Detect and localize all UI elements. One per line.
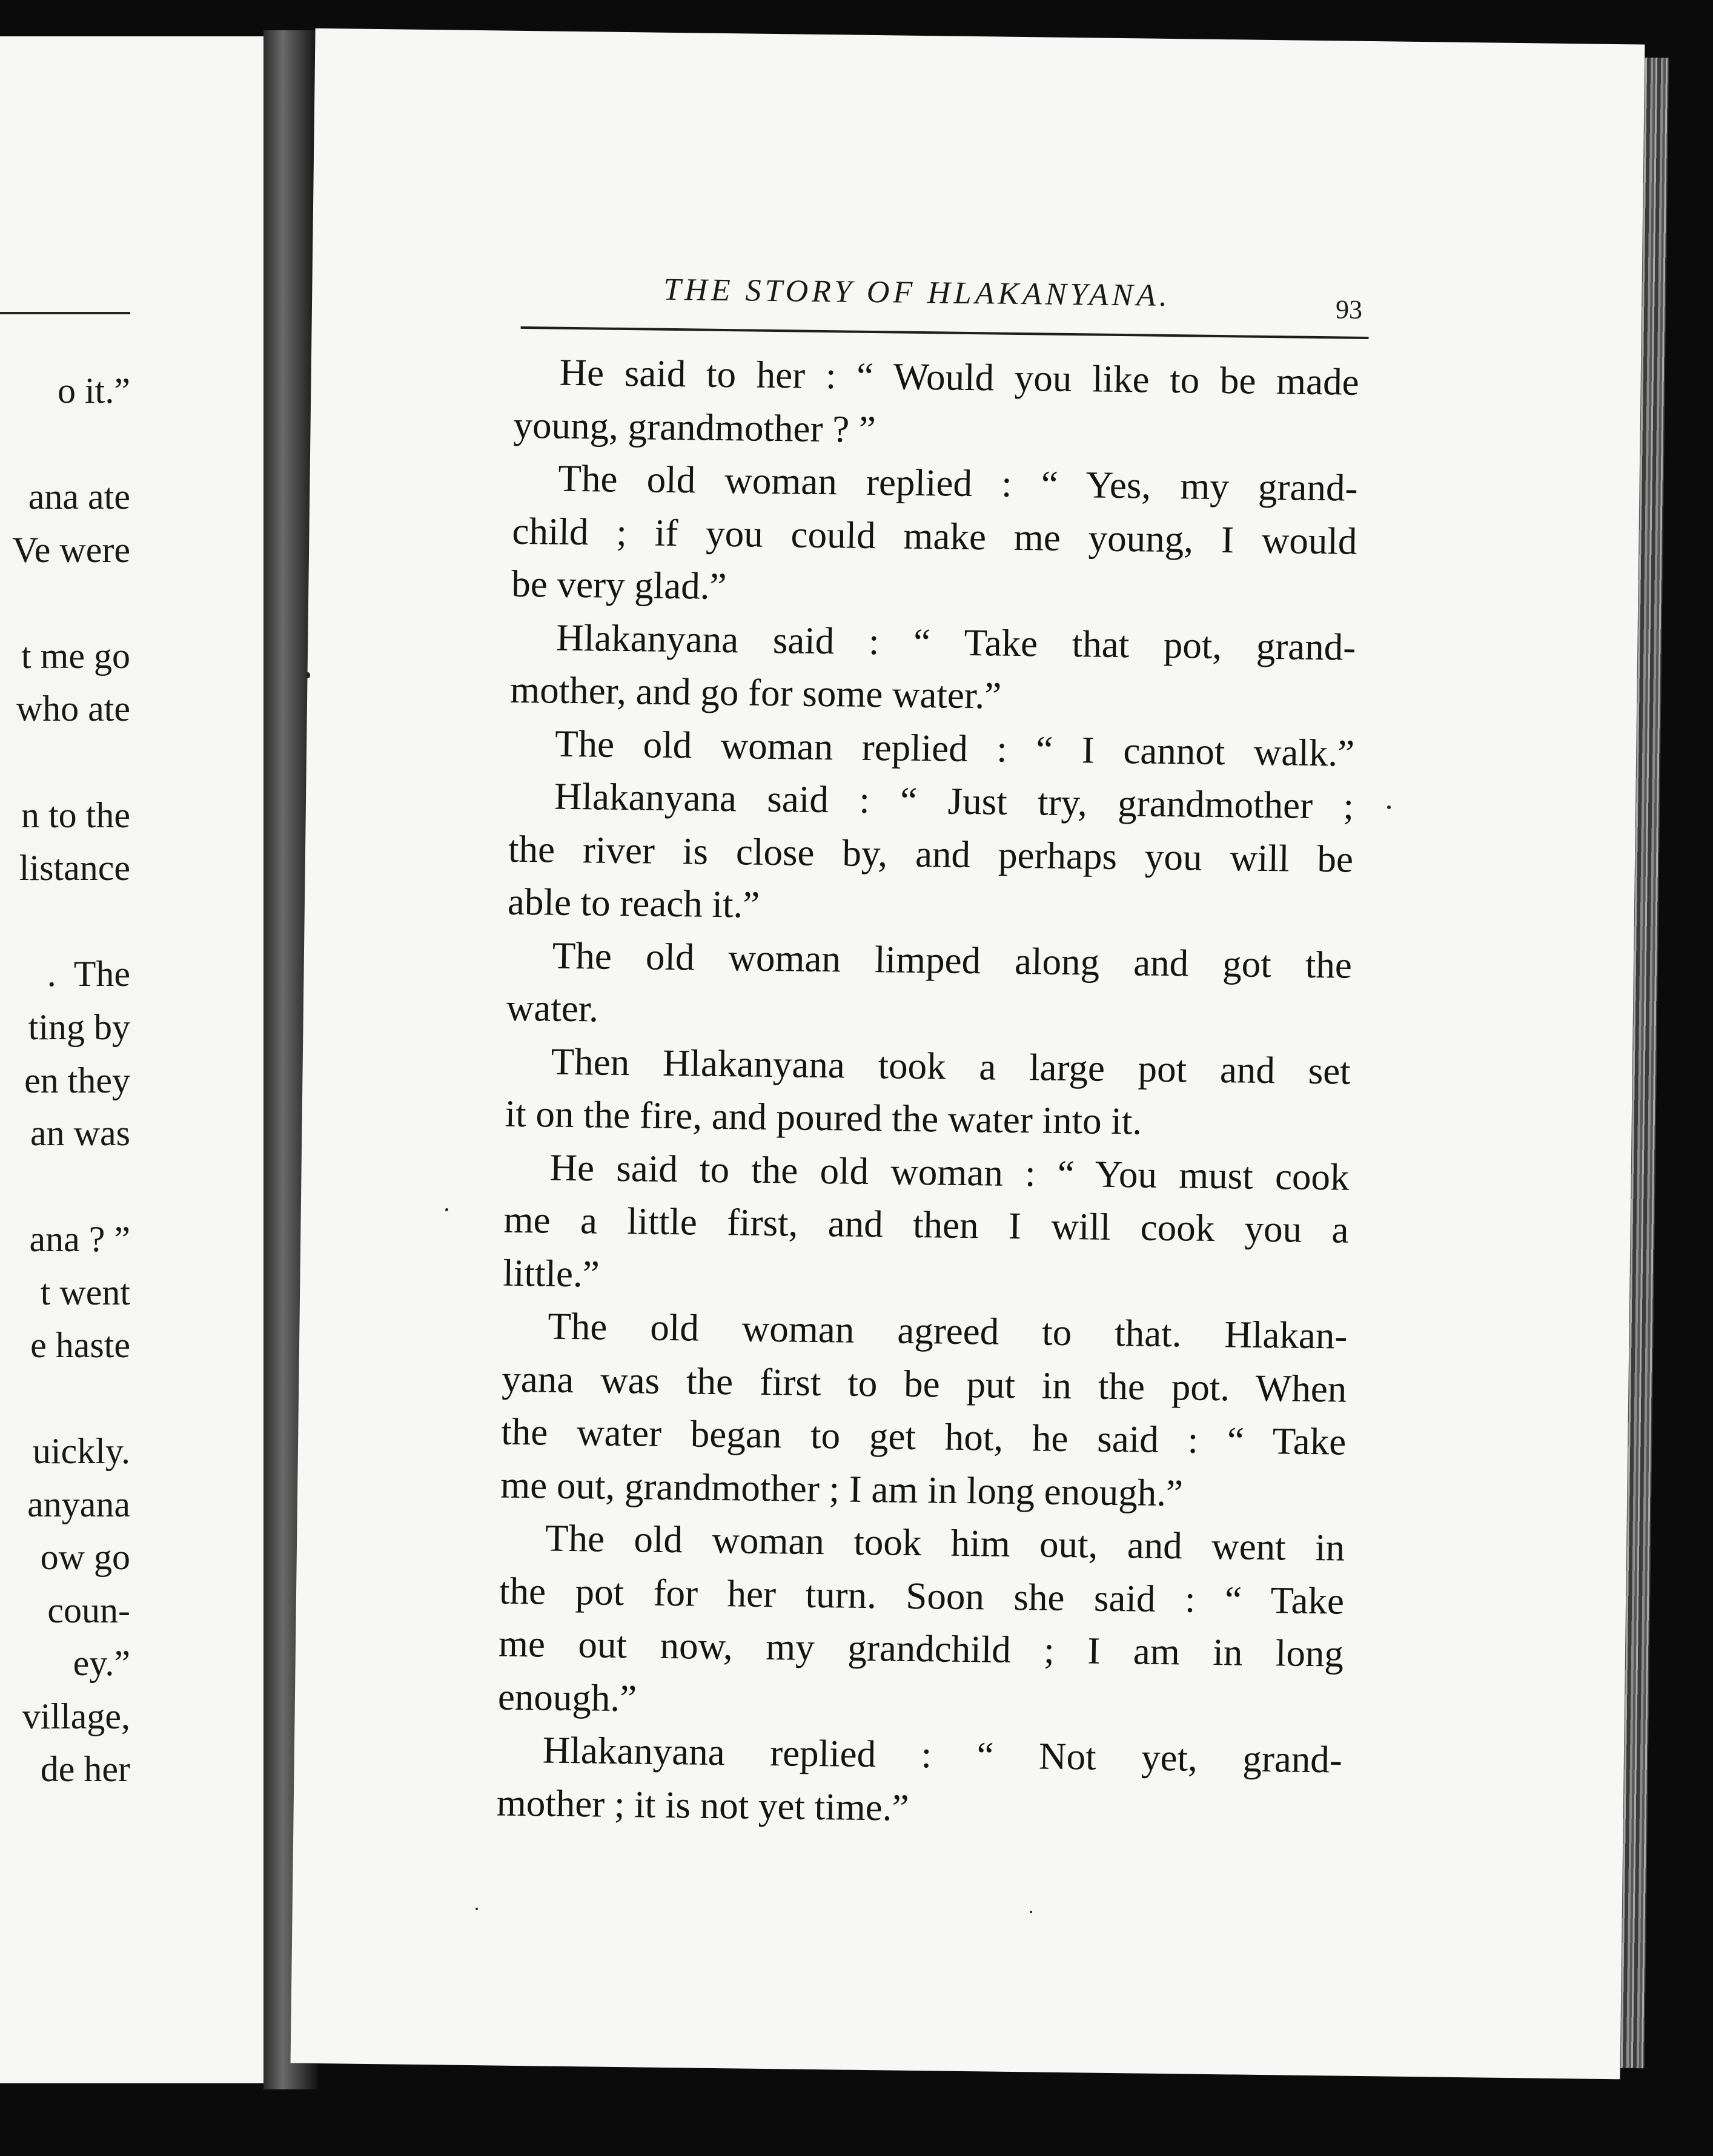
left-line: o it.”	[58, 371, 130, 411]
text-line: Hlakanyana replied : “ Not yet, grand-	[542, 1728, 1343, 1781]
body-text	[496, 346, 1359, 1840]
left-page	[0, 36, 267, 2083]
text-line: the river is close by, and perhaps you will be	[508, 827, 1354, 881]
dust-speck	[1387, 805, 1391, 809]
text-line: enough.”	[497, 1675, 637, 1719]
left-line: Ve were	[12, 530, 130, 570]
left-line: en they	[24, 1060, 130, 1100]
text-line: He said to her : “ Would you like to be made	[559, 351, 1360, 403]
text-line: The old woman took him out, and went in	[545, 1516, 1345, 1569]
left-line: ting by	[28, 1007, 130, 1047]
left-line: ana ? ”	[29, 1219, 130, 1259]
text-line: mother, and go for some water.”	[509, 668, 1002, 717]
left-line: listance	[19, 848, 130, 888]
text-line: me a little first, and then I will cook you a	[503, 1198, 1349, 1251]
text-line: He said to the old woman : “ You must cook	[549, 1146, 1350, 1199]
header-rule	[521, 326, 1369, 339]
left-line: e haste	[30, 1325, 130, 1365]
text-line: me out now, my grandchild ; I am in long	[498, 1622, 1344, 1675]
left-line: t me go	[21, 636, 130, 676]
text-line: little.”	[503, 1251, 600, 1295]
text-line: the pot for her turn. Soon she said : “ Take	[499, 1569, 1345, 1622]
left-line: de her	[40, 1749, 130, 1789]
text-line: The old woman replied : “ I cannot walk.”	[554, 722, 1355, 775]
left-line: t went	[40, 1272, 130, 1312]
left-line: n to the	[21, 795, 130, 835]
left-line: ow go	[40, 1537, 130, 1577]
text-line: water.	[506, 986, 599, 1030]
text-line: Then Hlakanyana took a large pot and set	[551, 1040, 1351, 1093]
dust-speck	[1030, 1911, 1032, 1913]
left-line: village,	[22, 1696, 130, 1736]
text-line: child ; if you could make me young, I would	[512, 509, 1357, 563]
text-line: The old woman agreed to that. Hlakan-	[548, 1305, 1348, 1357]
left-line: an was	[30, 1113, 130, 1153]
text-line: the water began to get hot, he said : “ Take	[500, 1410, 1347, 1463]
text-line: able to reach it.”	[507, 880, 760, 926]
dust-speck	[445, 1208, 448, 1211]
running-head: THE STORY OF HLAKANYANA.	[663, 272, 1171, 314]
left-line: who ate	[16, 689, 130, 729]
text-line: me out, grandmother ; I am in long enough.”	[500, 1463, 1184, 1514]
text-line: be very glad.”	[511, 562, 727, 608]
left-line: anyana	[27, 1484, 130, 1524]
page-number: 93	[1335, 294, 1363, 325]
left-line: ana ate	[28, 477, 130, 517]
text-line: Hlakanyana said : “ Take that pot, grand-	[555, 616, 1356, 669]
left-line: . The	[47, 954, 130, 994]
right-page	[291, 28, 1645, 2080]
text-line: yana was the first to be put in the pot. When	[501, 1357, 1347, 1410]
text-line: mother ; it is not yet time.”	[496, 1781, 909, 1829]
dust-speck	[306, 672, 310, 678]
text-line: it on the fire, and poured the water into it.	[505, 1092, 1142, 1143]
text-line: The old woman limped along and got the	[552, 934, 1353, 987]
text-line: Hlakanyana said : “ Just try, grandmother ;	[554, 775, 1354, 827]
text-line: The old woman replied : “ Yes, my grand-	[558, 457, 1358, 509]
text-line: young, grandmother ? ”	[513, 403, 876, 451]
dust-speck	[475, 1908, 478, 1910]
left-line: ey.”	[73, 1643, 130, 1683]
left-page-rule	[0, 312, 130, 314]
left-line: coun-	[47, 1590, 130, 1630]
left-line: uickly.	[32, 1431, 130, 1471]
